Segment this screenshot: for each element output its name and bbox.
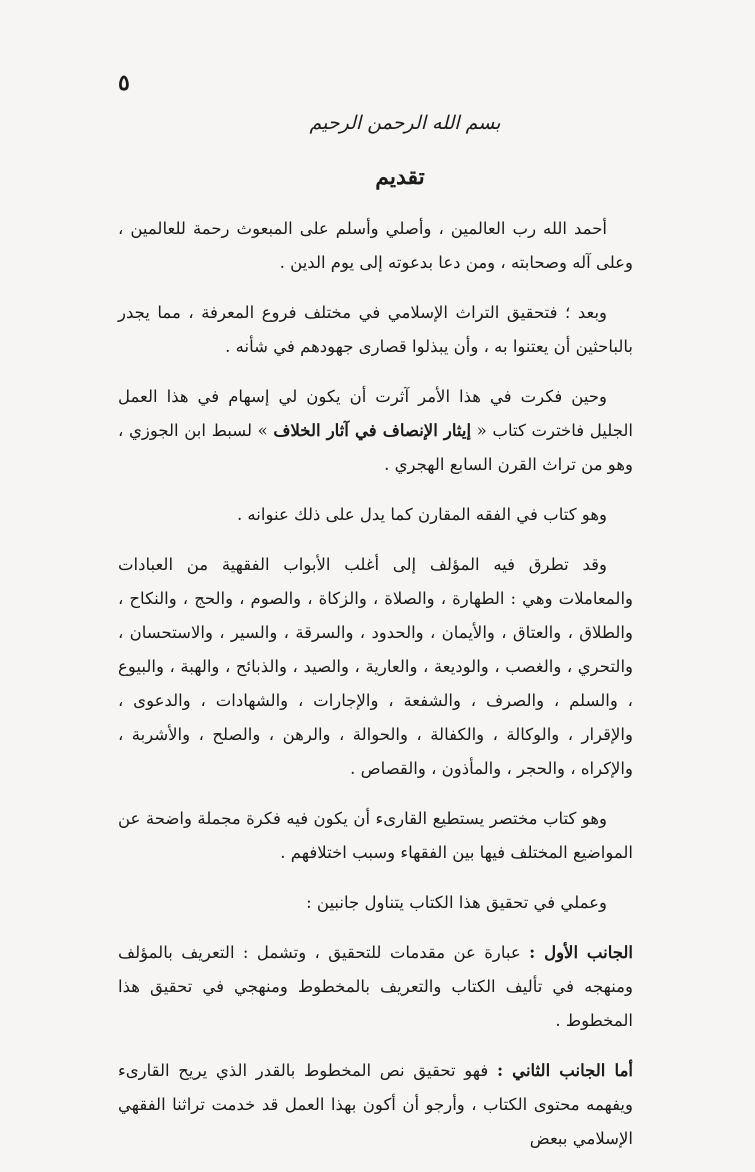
first-part-label: الجانب الأول : — [529, 943, 633, 962]
paragraph-summary: وهو كتاب مختصر يستطيع القارىء أن يكون فيه فكرة مجملة واضحة عن المواضيع المختلف فيها بين الفقهاء وسبب اختلافهم . — [118, 809, 633, 862]
paragraph-praise: أحمد الله رب العالمين ، وأصلي وأسلم على المبعوث رحمة للعالمين ، وعلى آله وصحابته ، ومن دعا بدعوته إلى يوم الدين . — [118, 219, 633, 272]
page-number: ٥ — [118, 70, 130, 96]
paragraph-book-choice-start: وحين فكرت في هذا الأمر آثرت أن يكون لي إسهام في هذا العمل الجليل فاخترت كتاب « — [118, 387, 634, 440]
paragraph-chapters: وقد تطرق فيه المؤلف إلى أغلب الأبواب الفقهية من العبادات والمعاملات وهي : الطهارة ، والصلاة ، والزكاة ، والصوم ، والحج ، والنكاح ، والطلاق ، والعتاق ، والأيمان ، والحدود ، والسرقة ، والسير ، والاستحسان ، والتحري ، والغصب ، والوديعة ، والعارية ، والصيد ، والذبائح ، والهبة ، والبيوع ، والسلم ، والصرف ، والشفعة ، والإجارات ، والشهادات ، والدعوى ، والإقرار ، والوكالة ، والكفالة ، والحوالة ، والرهن ، والصلح ، والأشربة ، والإكراه ، والحجر ، والمأذون ، والقصاص . — [118, 555, 633, 778]
second-part-text: فهو تحقيق نص المخطوط بالقدر الذي يريح القارىء ويفهمه محتوى الكتاب ، وأرجو أن أكون بهذا العمل قد خدمت تراثنا الفقهي الإسلامي ببعض — [118, 1061, 633, 1148]
paragraph-book-choice-end: » لسبط ابن الجوزي ، وهو من تراث القرن السابع الهجري . — [118, 421, 633, 474]
paragraph-heritage: وبعد ؛ فتحقيق التراث الإسلامي في مختلف فروع المعرفة ، مما يجدر بالباحثين أن يعتنوا به ، وأن يبذلوا قصارى جهودهم في شأنه . — [118, 303, 633, 356]
second-part-label: أما الجانب الثاني : — [496, 1061, 634, 1080]
body-text — [118, 212, 633, 1172]
first-part-text: عبارة عن مقدمات للتحقيق ، وتشمل : التعريف بالمؤلف ومنهجه في تأليف الكتاب والتعريف بالمخطوط ومنهجي في تحقيق هذا المخطوط . — [118, 943, 633, 1030]
paragraph-second-part — [118, 1054, 633, 1156]
paragraph-first-part — [118, 936, 633, 1038]
paragraph-book-type: وهو كتاب في الفقه المقارن كما يدل على ذلك عنوانه . — [236, 505, 607, 524]
page-title: تقديم — [375, 164, 425, 190]
paragraph-book-choice — [118, 380, 633, 482]
basmala: بسم الله الرحمن الرحيم — [309, 112, 501, 134]
paragraph-work-intro: وعملي في تحقيق هذا الكتاب يتناول جانبين : — [306, 893, 607, 912]
book-title: إيثار الإنصاف في آثار الخلاف — [273, 421, 472, 440]
